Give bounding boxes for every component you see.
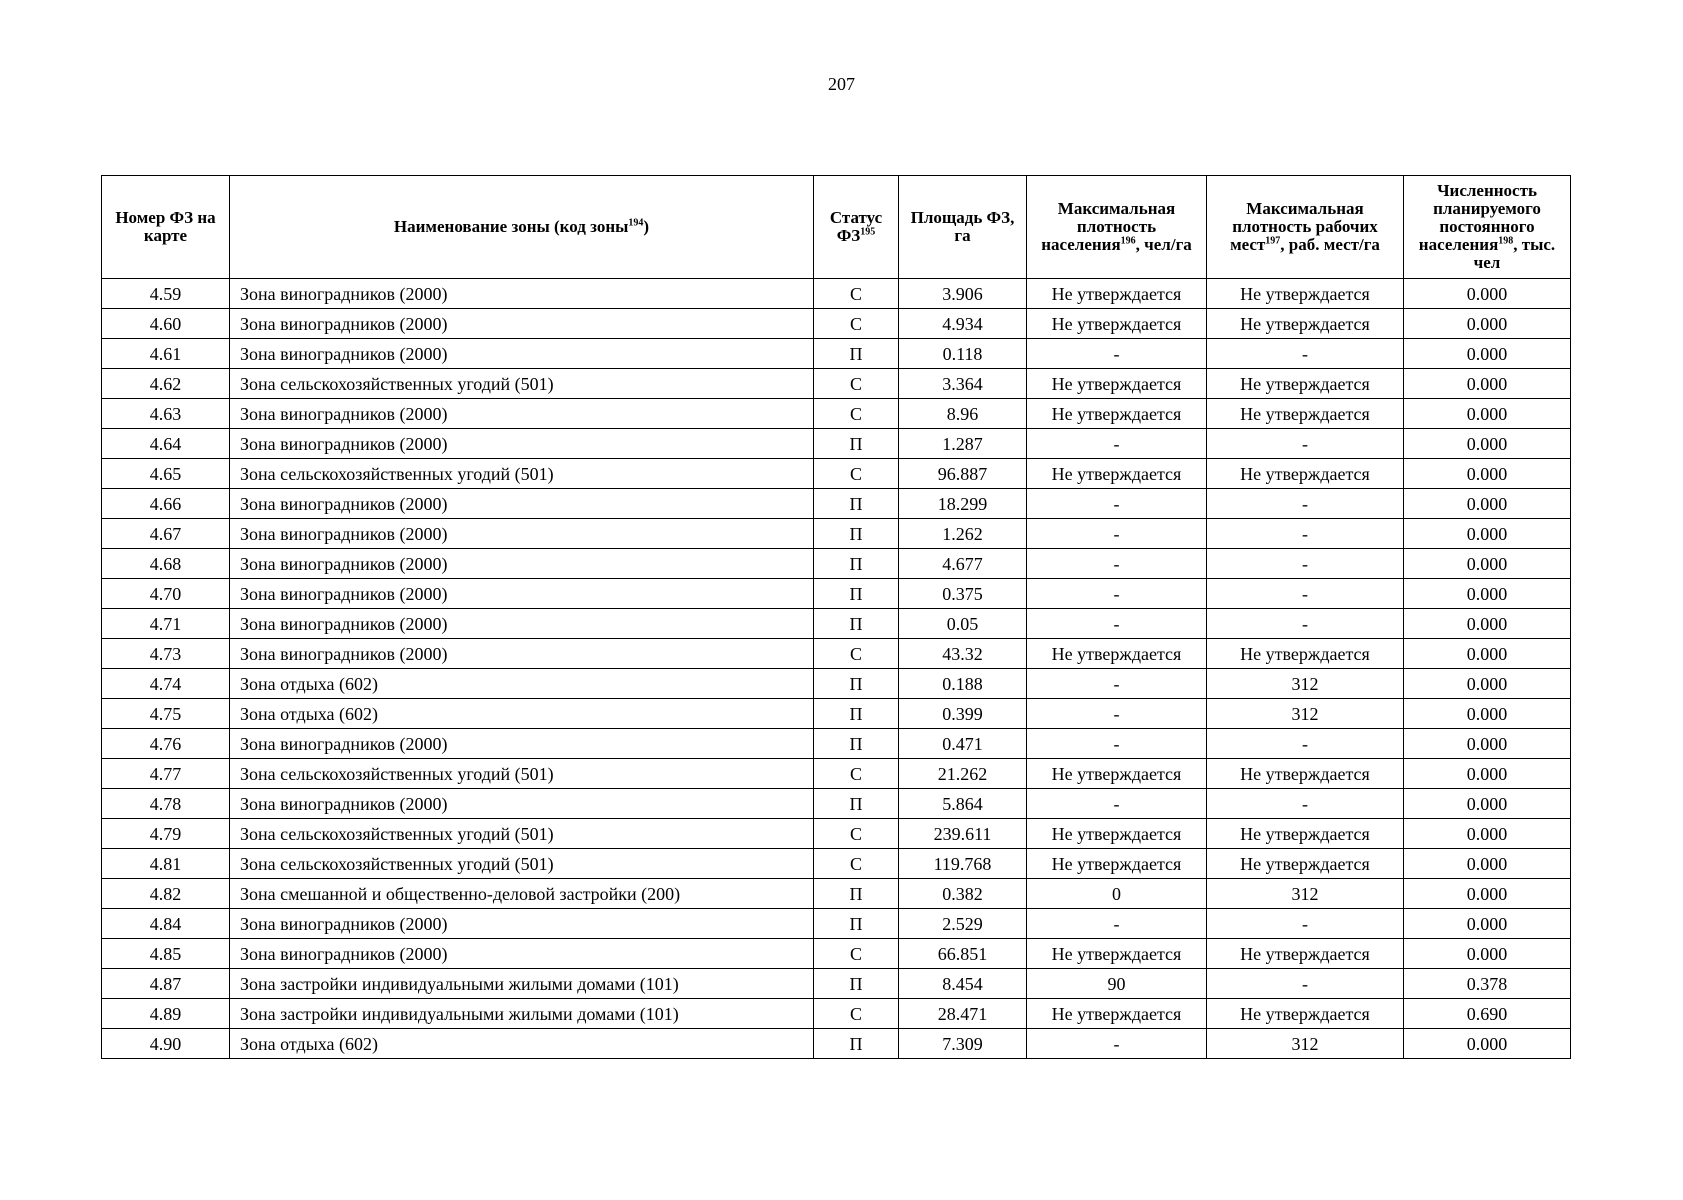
cell-number: 4.82 [102,879,230,909]
cell-population: 0.000 [1404,279,1571,309]
table-row [102,339,1571,369]
table-row [102,759,1571,789]
cell-area: 0.399 [899,699,1027,729]
cell-number: 4.63 [102,399,230,429]
cell-name: Зона застройки индивидуальными жилыми домами (101) [230,969,814,999]
cell-area: 3.906 [899,279,1027,309]
cell-status: П [814,879,899,909]
cell-status: С [814,999,899,1029]
cell-pop-density: - [1027,429,1207,459]
cell-name: Зона сельскохозяйственных угодий (501) [230,819,814,849]
cell-name: Зона виноградников (2000) [230,399,814,429]
cell-name: Зона виноградников (2000) [230,489,814,519]
cell-pop-density: Не утверждается [1027,759,1207,789]
cell-status: П [814,519,899,549]
cell-population: 0.000 [1404,729,1571,759]
cell-pop-density: Не утверждается [1027,999,1207,1029]
cell-number: 4.59 [102,279,230,309]
cell-name: Зона сельскохозяйственных угодий (501) [230,759,814,789]
zones-table [101,175,1571,1059]
cell-job-density: Не утверждается [1207,819,1404,849]
cell-population: 0.000 [1404,759,1571,789]
cell-pop-density: - [1027,549,1207,579]
cell-population: 0.000 [1404,519,1571,549]
table-row [102,429,1571,459]
cell-name: Зона застройки индивидуальными жилыми домами (101) [230,999,814,1029]
cell-job-density: 312 [1207,669,1404,699]
header-name: Наименование зоны (код зоны$^{194}$) [230,176,814,279]
cell-job-density: Не утверждается [1207,369,1404,399]
cell-job-density: Не утверждается [1207,849,1404,879]
table-body [102,279,1571,1059]
cell-number: 4.70 [102,579,230,609]
table-row [102,369,1571,399]
cell-population: 0.000 [1404,339,1571,369]
cell-name: Зона сельскохозяйственных угодий (501) [230,369,814,399]
cell-number: 4.65 [102,459,230,489]
cell-population: 0.000 [1404,1029,1571,1059]
table-row [102,1029,1571,1059]
cell-area: 119.768 [899,849,1027,879]
cell-job-density: - [1207,489,1404,519]
cell-area: 1.262 [899,519,1027,549]
cell-status: П [814,909,899,939]
cell-area: 18.299 [899,489,1027,519]
table-row [102,669,1571,699]
cell-number: 4.66 [102,489,230,519]
cell-area: 0.471 [899,729,1027,759]
cell-area: 8.96 [899,399,1027,429]
cell-job-density: Не утверждается [1207,309,1404,339]
table-row [102,969,1571,999]
cell-pop-density: - [1027,519,1207,549]
cell-status: П [814,1029,899,1059]
cell-population: 0.000 [1404,879,1571,909]
cell-number: 4.62 [102,369,230,399]
table-row [102,639,1571,669]
cell-name: Зона виноградников (2000) [230,279,814,309]
cell-number: 4.74 [102,669,230,699]
cell-population: 0.378 [1404,969,1571,999]
cell-job-density: - [1207,909,1404,939]
cell-status: С [814,369,899,399]
cell-job-density: - [1207,729,1404,759]
table-row [102,399,1571,429]
table-row [102,789,1571,819]
cell-area: 5.864 [899,789,1027,819]
cell-job-density: 312 [1207,1029,1404,1059]
cell-number: 4.78 [102,789,230,819]
cell-area: 96.887 [899,459,1027,489]
cell-name: Зона виноградников (2000) [230,549,814,579]
cell-status: П [814,339,899,369]
table-row [102,609,1571,639]
cell-area: 4.677 [899,549,1027,579]
table-header-row [102,176,1571,279]
cell-job-density: - [1207,429,1404,459]
cell-name: Зона виноградников (2000) [230,519,814,549]
page-number: 207 [828,74,855,94]
cell-area: 4.934 [899,309,1027,339]
cell-pop-density: - [1027,699,1207,729]
cell-pop-density: - [1027,489,1207,519]
cell-area: 3.364 [899,369,1027,399]
cell-pop-density: 0 [1027,879,1207,909]
cell-area: 2.529 [899,909,1027,939]
cell-population: 0.000 [1404,459,1571,489]
cell-number: 4.73 [102,639,230,669]
cell-area: 66.851 [899,939,1027,969]
cell-population: 0.000 [1404,399,1571,429]
cell-name: Зона виноградников (2000) [230,609,814,639]
cell-pop-density: - [1027,789,1207,819]
cell-job-density: 312 [1207,879,1404,909]
cell-number: 4.79 [102,819,230,849]
cell-name: Зона отдыха (602) [230,699,814,729]
cell-number: 4.60 [102,309,230,339]
table-row [102,519,1571,549]
table-row [102,909,1571,939]
cell-pop-density: Не утверждается [1027,459,1207,489]
cell-population: 0.000 [1404,669,1571,699]
cell-status: П [814,669,899,699]
cell-area: 0.375 [899,579,1027,609]
cell-name: Зона сельскохозяйственных угодий (501) [230,849,814,879]
cell-population: 0.000 [1404,789,1571,819]
cell-population: 0.000 [1404,369,1571,399]
cell-area: 0.188 [899,669,1027,699]
cell-number: 4.68 [102,549,230,579]
cell-pop-density: Не утверждается [1027,939,1207,969]
cell-job-density: Не утверждается [1207,999,1404,1029]
cell-name: Зона виноградников (2000) [230,639,814,669]
cell-pop-density: - [1027,909,1207,939]
cell-status: П [814,969,899,999]
cell-population: 0.000 [1404,849,1571,879]
cell-population: 0.000 [1404,429,1571,459]
cell-status: П [814,729,899,759]
cell-population: 0.000 [1404,309,1571,339]
cell-area: 8.454 [899,969,1027,999]
cell-population: 0.000 [1404,909,1571,939]
cell-job-density: Не утверждается [1207,279,1404,309]
table-row [102,459,1571,489]
cell-population: 0.000 [1404,939,1571,969]
cell-area: 28.471 [899,999,1027,1029]
cell-number: 4.64 [102,429,230,459]
header-job-density: Максимальная плотность рабочих мест$^{197}$, раб. мест/га [1207,176,1404,279]
cell-population: 0.690 [1404,999,1571,1029]
cell-pop-density: Не утверждается [1027,369,1207,399]
cell-number: 4.75 [102,699,230,729]
header-number: Номер ФЗ на карте [102,176,230,279]
cell-population: 0.000 [1404,819,1571,849]
cell-area: 21.262 [899,759,1027,789]
cell-area: 7.309 [899,1029,1027,1059]
cell-number: 4.76 [102,729,230,759]
cell-population: 0.000 [1404,579,1571,609]
cell-number: 4.85 [102,939,230,969]
cell-name: Зона смешанной и общественно-деловой застройки (200) [230,879,814,909]
cell-status: П [814,609,899,639]
table-row [102,999,1571,1029]
cell-pop-density: - [1027,579,1207,609]
cell-job-density: Не утверждается [1207,639,1404,669]
table-row [102,849,1571,879]
cell-pop-density: Не утверждается [1027,279,1207,309]
table-row [102,489,1571,519]
cell-job-density: - [1207,969,1404,999]
cell-population: 0.000 [1404,639,1571,669]
cell-job-density: Не утверждается [1207,939,1404,969]
cell-status: С [814,849,899,879]
cell-job-density: - [1207,339,1404,369]
cell-job-density: Не утверждается [1207,459,1404,489]
cell-status: С [814,399,899,429]
cell-number: 4.61 [102,339,230,369]
table-row [102,309,1571,339]
cell-pop-density: Не утверждается [1027,849,1207,879]
cell-status: П [814,429,899,459]
cell-population: 0.000 [1404,489,1571,519]
cell-pop-density: Не утверждается [1027,309,1207,339]
cell-status: С [814,939,899,969]
cell-name: Зона отдыха (602) [230,1029,814,1059]
cell-area: 0.05 [899,609,1027,639]
cell-number: 4.77 [102,759,230,789]
cell-status: С [814,459,899,489]
cell-status: С [814,309,899,339]
cell-pop-density: - [1027,609,1207,639]
cell-job-density: - [1207,789,1404,819]
cell-name: Зона виноградников (2000) [230,309,814,339]
cell-job-density: - [1207,519,1404,549]
cell-population: 0.000 [1404,609,1571,639]
cell-job-density: 312 [1207,699,1404,729]
cell-job-density: - [1207,549,1404,579]
cell-number: 4.90 [102,1029,230,1059]
cell-job-density: - [1207,579,1404,609]
cell-pop-density: - [1027,1029,1207,1059]
table-row [102,699,1571,729]
cell-status: П [814,699,899,729]
cell-number: 4.67 [102,519,230,549]
header-population: Численность планируемого постоянного населения$^{198}$, тыс. чел [1404,176,1571,279]
table-row [102,549,1571,579]
cell-name: Зона виноградников (2000) [230,939,814,969]
cell-job-density: - [1207,609,1404,639]
table-row [102,729,1571,759]
cell-population: 0.000 [1404,699,1571,729]
cell-status: П [814,489,899,519]
cell-number: 4.89 [102,999,230,1029]
cell-pop-density: 90 [1027,969,1207,999]
cell-area: 1.287 [899,429,1027,459]
cell-area: 239.611 [899,819,1027,849]
cell-job-density: Не утверждается [1207,759,1404,789]
header-pop-density: Максимальная плотность населения$^{196}$, чел/га [1027,176,1207,279]
cell-pop-density: Не утверждается [1027,639,1207,669]
cell-population: 0.000 [1404,549,1571,579]
cell-name: Зона виноградников (2000) [230,909,814,939]
header-area: Площадь ФЗ, га [899,176,1027,279]
cell-pop-density: - [1027,339,1207,369]
table-row [102,819,1571,849]
cell-area: 0.382 [899,879,1027,909]
cell-name: Зона отдыха (602) [230,669,814,699]
cell-area: 43.32 [899,639,1027,669]
cell-pop-density: - [1027,669,1207,699]
cell-status: П [814,789,899,819]
cell-name: Зона виноградников (2000) [230,429,814,459]
cell-status: С [814,759,899,789]
cell-name: Зона виноградников (2000) [230,729,814,759]
table-row [102,939,1571,969]
cell-name: Зона виноградников (2000) [230,579,814,609]
cell-name: Зона виноградников (2000) [230,789,814,819]
cell-pop-density: Не утверждается [1027,399,1207,429]
cell-number: 4.71 [102,609,230,639]
table-row [102,879,1571,909]
cell-job-density: Не утверждается [1207,399,1404,429]
cell-name: Зона сельскохозяйственных угодий (501) [230,459,814,489]
cell-status: С [814,639,899,669]
cell-number: 4.81 [102,849,230,879]
cell-status: П [814,549,899,579]
cell-area: 0.118 [899,339,1027,369]
cell-pop-density: - [1027,729,1207,759]
cell-number: 4.87 [102,969,230,999]
cell-pop-density: Не утверждается [1027,819,1207,849]
cell-number: 4.84 [102,909,230,939]
cell-status: П [814,579,899,609]
cell-name: Зона виноградников (2000) [230,339,814,369]
table-row [102,579,1571,609]
table-row [102,279,1571,309]
cell-status: С [814,819,899,849]
header-status: Статус ФЗ$^{195}$ [814,176,899,279]
cell-status: С [814,279,899,309]
